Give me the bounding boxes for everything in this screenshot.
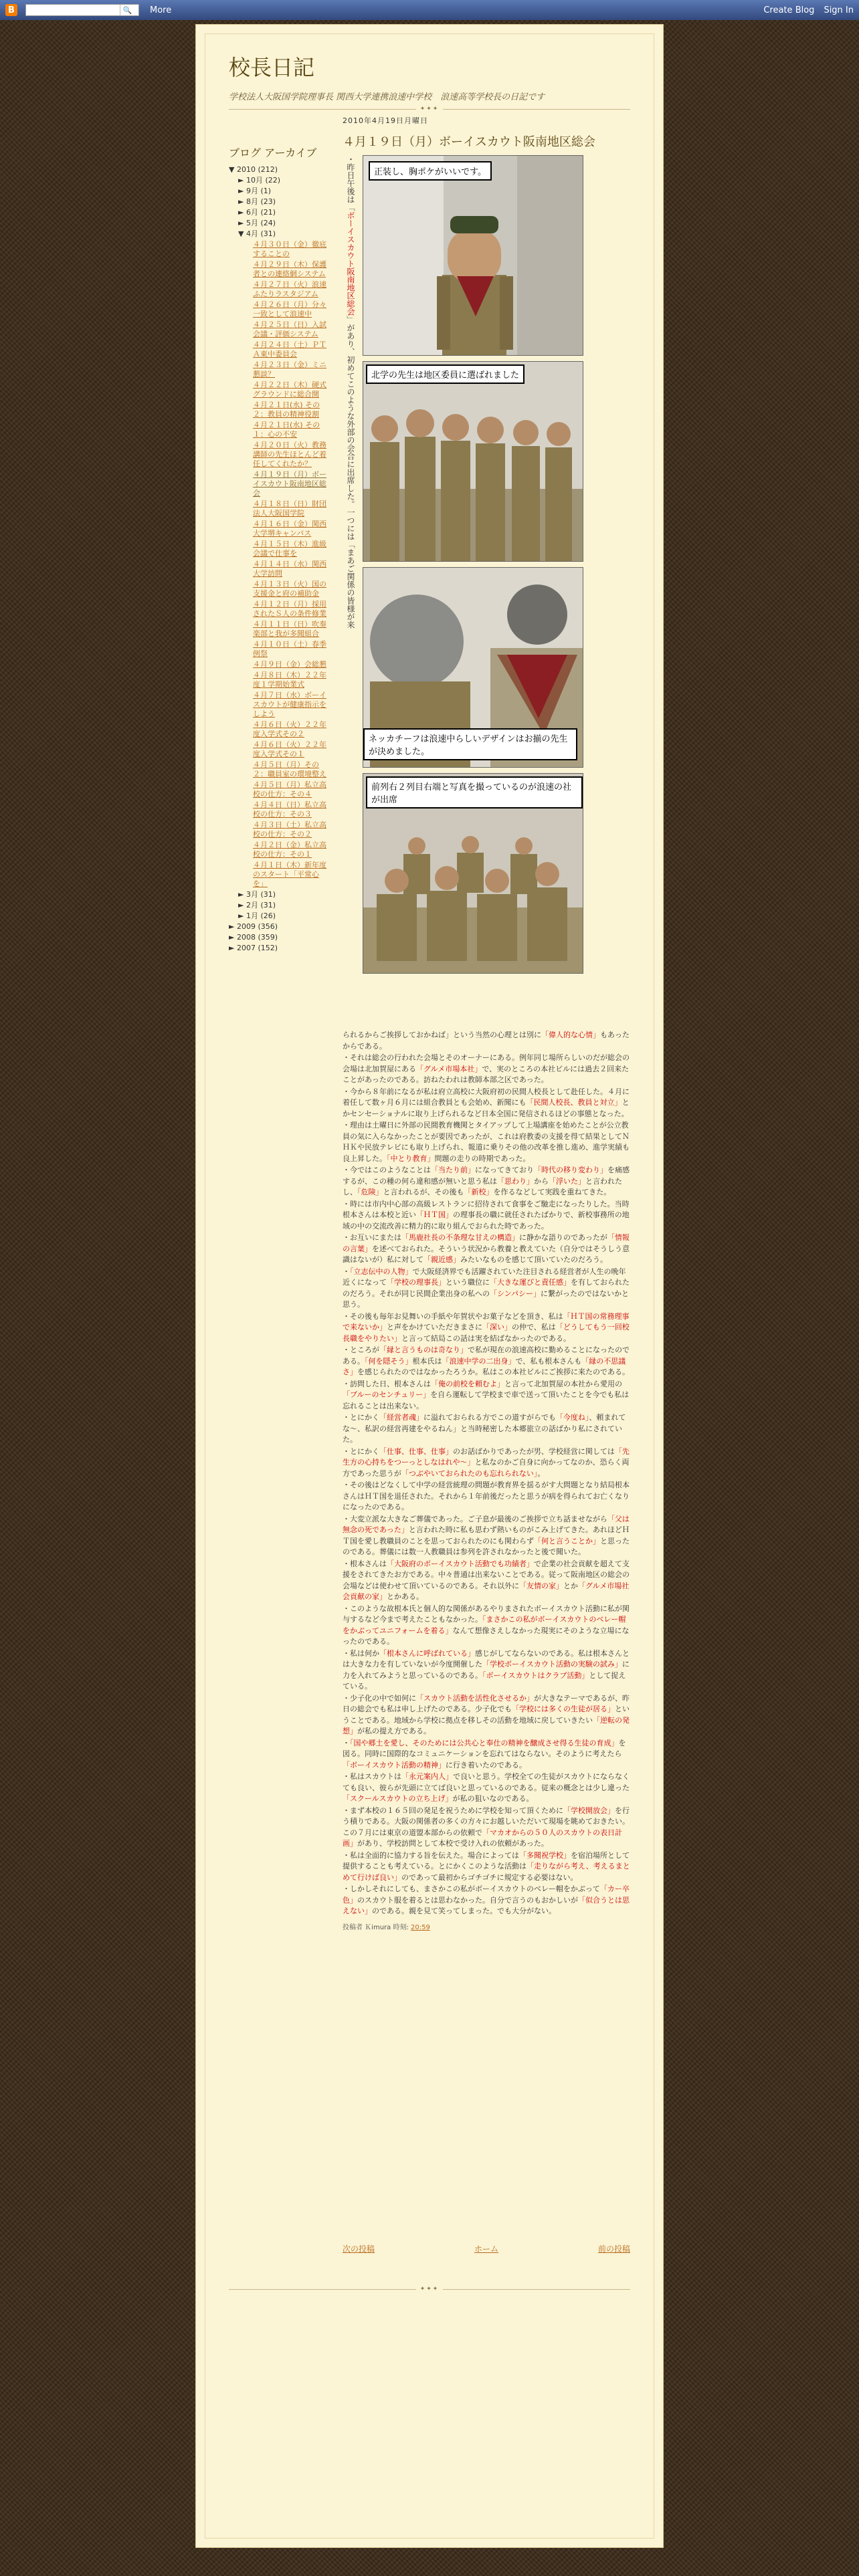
archive-post-link-label[interactable]: ４月１０日（土）春季例祭 (253, 640, 326, 658)
archive-post-link[interactable] (229, 800, 329, 819)
committee-members-image (363, 362, 583, 562)
archive-post-link-label[interactable]: ４月１５日（木）進級会議で仕事を (253, 540, 326, 558)
search-icon[interactable]: 🔍 (120, 5, 134, 15)
archive-post-link-label[interactable]: ４月２３日（金）ミニ懇談？ (253, 360, 326, 379)
older-post-link[interactable]: 前の投稿 (597, 2244, 630, 2254)
navbar-search-input[interactable] (26, 5, 120, 15)
archive-post-link[interactable] (229, 580, 329, 599)
blog-title[interactable]: 校長日記 (229, 55, 315, 80)
archive-post-link[interactable] (229, 280, 329, 299)
photo-caption-1: 正装し、胸ポケがいいです。 (369, 161, 492, 181)
archive-month-label[interactable]: ▼ 4月 (31) (238, 229, 276, 238)
post-paragraph: られるからご挨拶しておかねば」という当然の心理とは別に「偉人的な心情」もあったからである。 (343, 1031, 630, 1051)
post-paragraph: ・それは総会の行われた会場とそのオーナーにある。例年同じ場所らしいのだが総会の会場は北加賀屋にある「グルメ市場本社」で、実のところの本社ビルには過去２回来たことがあったのである。訪ねたわれは教師本部之区であった。 (343, 1053, 630, 1084)
post-paragraph: ・その後も毎年お見舞いの手紙や年賀状やお菓子などを頂き、私は「ＨＴ国の常務理事で来ないか」と声をかけていただきまさに「深い」の仲で、私は「どうしてもう一回校長職をやりたい」と言って結局この話は実を結ばなかったのである。 (343, 1311, 630, 1343)
archive-year-label[interactable]: ► 2007 (152) (229, 944, 278, 952)
archive-year-label[interactable]: ► 2008 (359) (229, 933, 278, 942)
archive-month[interactable] (229, 187, 329, 196)
post-paragraph: ・今ではこのようなことは「当たり前」になってきており「時代の移り変わり」を痛感するが、この種の何ら違和感が無いと思う私は「思わり」から「浮いた」と言われたし、「危険」と言われるが、その後も「新校」を作るなどして実践を重ねてきた。 (343, 1166, 630, 1196)
archive-year-2010[interactable] (229, 165, 329, 175)
archive-post-link[interactable] (229, 720, 329, 739)
archive-month-label[interactable]: ► 9月 (1) (238, 187, 272, 195)
archive-post-link-label[interactable]: ４月３０日（金）徹底することの (253, 240, 326, 258)
archive-post-link-label[interactable]: ４月３日（土）私立高校の仕方：その２ (253, 821, 326, 839)
archive-post-link-label[interactable]: ４月２１日(水) その１：心の不安 (253, 421, 320, 439)
archive-post-link[interactable] (229, 320, 329, 339)
archive-year-label[interactable]: ► 2009 (356) (229, 922, 278, 931)
vertical-intro-text: ・昨日午後は「ボーイスカウト阪南地区総会」があり、初めてこのような外部の会合に出席した。一つには「まあご関係の皆様が来 (346, 155, 355, 629)
navbar-right (763, 5, 854, 15)
archive-post-link[interactable] (229, 660, 329, 669)
archive-post-link-label[interactable]: ４月１１日（日）吹奏楽部と我が多聞組合 (253, 620, 326, 638)
archive-post-link-label[interactable]: ４月５日（月）その２：職員室の環境整え (253, 760, 326, 778)
photo-caption-4: 前列右２列目右端と写真を撮っているのが浪速の社が出席 (366, 776, 583, 809)
archive-month-label[interactable]: ► 3月 (31) (238, 890, 276, 899)
archive-month-label[interactable]: ► 1月 (26) (238, 911, 276, 920)
post-timestamp-link[interactable]: 20:59 (411, 1923, 430, 1931)
archive-heading: ブログ アーカイブ (229, 146, 317, 159)
photo-scout-leader[interactable] (363, 155, 583, 356)
vertical-highlight: ボーイスカウト阪南地区総会 (346, 211, 355, 316)
post-paragraph: ・根本さんは「大阪府のボーイスカウト活動でも功績者」で企業の社会貢献を超えて支援をされてきたお方である。中々普通は出来ないことである。従って阪南地区の総会の会場などは使わせて頂いているのである。それ以外に「友情の家」とか「グルメ市場社会貢献の家」とかある。 (343, 1559, 630, 1601)
photo-caption-3: ネッカチーフは浪速中らしいデザインはお揃の先生が決めました。 (363, 728, 577, 760)
navbar-search (25, 4, 139, 16)
post-paragraph: ・私は何か「根本さんに呼ばれている」感じがしてならないのである。私は根本さんとは大きな力を有していないが今度開催した「学校ボーイスカウト活動の実験の試み」に力を入れてみようと思っているのである。「ボーイスカウトはクラブ活動」として捉えている。 (343, 1648, 630, 1691)
post-paragraph: ・とにかく「仕事、仕事、仕事」のお話ばかりであったが男、学校経営に関しては「先生方の心持ちをつーっとしなはれや〜」と私なのかご自身に向かってなのか、恐らく両方であった思うが「つぶやいておられたのも忘れられない」。 (343, 1446, 630, 1478)
blog-description: 学校法人大阪国学院理事長 関西大学連携浪速中学校 浪速高等学校長の日記です (229, 92, 545, 102)
archive-post-link-label[interactable]: ４月２９日（木）保護者との連絡網システム (253, 260, 326, 278)
sign-in-link[interactable]: Sign In (824, 5, 854, 15)
archive-month[interactable] (229, 219, 329, 228)
post-paragraph: ・時には市内中心部の高級レストランに招待されて食事をご馳走になったりした。当時根本さんは本校と近い「ＨＴ国」の理事長の職に就任されたばかりで、新校事務所の地域の中の交流改善に精力的に取り組んでおられた時であった。 (343, 1199, 630, 1230)
archive-post-link[interactable] (229, 861, 329, 889)
archive-post-link[interactable] (229, 691, 329, 719)
archive-post-link[interactable] (229, 300, 329, 319)
archive-month[interactable] (229, 901, 329, 910)
archive-post-link-label[interactable]: ４月１２日（月）採用されたＳ人の条件修業 (253, 600, 326, 618)
archive-post-link-label[interactable]: ４月２日（金）私立高校の仕方：その１ (253, 841, 326, 859)
archive-post-link[interactable] (229, 671, 329, 689)
post-paragraph: ・「立志伝中の人物」で大阪経済界でも活躍されていた注目される経営者が人生の晩年近くになって「学校の理事長」という職位に「大きな運びと責任感」を有しておられたのだろう。それが同じ民間企業出身の私への「シンパシー」に繋がったのではないかと思う。 (343, 1267, 630, 1309)
post-author: 投稿者 Ｋimura 時刻: (343, 1923, 411, 1931)
post-paragraph: ・訪問した日、根本さんは「俺の前校を頼むよ」と言って北加賀屋の本社から愛用の「ブルーのセンチュリー」を自ら運転して学校まで車で送って頂いたことを今でも私は忘れることは出来ない。 (343, 1379, 630, 1410)
archive-post-link-label[interactable]: ４月２５日（日）入試会議・評価システム (253, 320, 326, 338)
blog-container (195, 24, 664, 2548)
footer-divider: ✦✦✦ (229, 2287, 630, 2291)
archive-post-link-label[interactable]: ４月１６日（金）関西大学堺キャンパス (253, 520, 326, 538)
archive-post-link[interactable] (229, 401, 329, 419)
post-paragraph: ・「国や郷土を愛し、そのためには公共心と奉仕の精神を醸成させ得る生徒の育成」を図る。同時に国際的なコミュニケーションを忘れてはならない。そのように考えたら「ボーイスカウト活動の精神」に行き着いたのである。 (343, 1738, 626, 1769)
archive-post-link-label[interactable]: ４月２０日（火）教務講師の先生ほとんど着任してくれたか？ (253, 441, 326, 468)
archive-month[interactable] (229, 229, 329, 239)
archive-post-link-label[interactable]: ４月２２日（木）硬式グラウンドに総合開 (253, 381, 326, 399)
sidebar (229, 144, 329, 954)
archive-post-link-label[interactable]: ４月２１日(水) その２：教員の精神役割 (253, 401, 320, 419)
blog-header (229, 51, 630, 102)
archive-post-link[interactable] (229, 520, 329, 538)
post-paragraph: ・とにかく「経営者魂」に溢れておられる方でこの道すがらでも「今度ね」、頼まれてな〜、私訳の経営再建をやるねん」と当時秘密した本郷旅立の話ばかり私にされていた。 (343, 1413, 626, 1444)
post-text (343, 1030, 630, 1933)
post-paragraph: ・ところが「縁と言うものは奇なり」で私が現在の浪速高校に勤めることになったのである。「何を隠そう」根本氏は「浪速中学の二出身」で、私も根本さんも「縁の不思議さ」を感じられたのではなかったろうか。私はこの本社ビルにご挨拶に来たのである。 (343, 1346, 630, 1376)
main-column (343, 115, 630, 1931)
newer-post-link[interactable]: 次の投稿 (343, 2244, 375, 2254)
archive-post-link[interactable] (229, 780, 329, 799)
archive-post-link-label[interactable]: ４月１３日（火）国の支援金と府の補助金 (253, 580, 326, 598)
archive-post-link[interactable] (229, 640, 329, 659)
archive-post-link[interactable] (229, 821, 329, 839)
archive-post-link-label[interactable]: ４月２４日（土）ＰＴＡ東中委員会 (253, 340, 326, 358)
archive-post-link[interactable] (229, 760, 329, 779)
archive-post-link[interactable] (229, 381, 329, 399)
archive-post-link-label[interactable]: ４月１８日（日）財団法人大阪国学院 (253, 500, 326, 518)
post-paragraph: ・大変立派な大きなご葬儀であった。ご子息が最後のご挨拶で立ち話ませながら「父は無念の死であった」と言われた時に私も思わず熱いものがこみ上げてきた。あれほどＨＴ国を愛し教職員のことを思っておられたのにも関わらず「何と言うことか」と思ったのである。葬儀には数一人教職員は参列を許されなかったと後で聞いた。 (343, 1514, 630, 1556)
archive-list (229, 165, 329, 953)
post-footer (343, 1923, 630, 1934)
archive-post-link-label[interactable]: ４月６日（火）２２年度入学式その１ (253, 740, 326, 758)
photo-caption-2: 北学の先生は地区委員に選ばれました (366, 364, 524, 384)
post-paragraph: ・その後はどなくして中学の経営統理の問題が教育界を揺るがす大問題となり結局根本さんはＨＴ国を退任された。それから１年前後だったと思うが病を得られてお亡くなりになったのである。 (343, 1481, 630, 1511)
archive-year[interactable] (229, 944, 329, 953)
archive-post-link[interactable] (229, 500, 329, 518)
archive-post-link[interactable] (229, 360, 329, 379)
archive-month[interactable] (229, 911, 329, 921)
archive-post-link[interactable] (229, 470, 329, 498)
post-navigation (343, 2243, 630, 2254)
archive-post-link-label[interactable]: ４月２６日（月）分々一致として浪速中 (253, 300, 326, 318)
archive-month-label[interactable]: ► 10月 (22) (238, 176, 281, 185)
archive-post-link-label[interactable]: ４月９日（金）会総懇 (253, 660, 326, 669)
photo-neckerchief[interactable] (363, 567, 583, 768)
post-paragraph: ・私は全面的に協力する旨を伝えた。場合によっては「多聞祝学校」を宿泊場所として提供することも考えている。とにかくこのような活動は「走りながら考え、考えるまとめて行けば良い」のであって最初からゴチゴチに規定する必要はない。 (343, 1850, 630, 1882)
archive-post-link[interactable] (229, 740, 329, 759)
archive-post-link-label[interactable]: ４月８日（木）２２年度１学期始業式 (253, 671, 326, 689)
archive-post-link[interactable] (229, 240, 329, 259)
archive-post-link[interactable] (229, 560, 329, 578)
archive-post-link[interactable] (229, 421, 329, 439)
archive-post-link[interactable] (229, 441, 329, 469)
archive-post-link-label[interactable]: ４月２７日（火）浪速ふたりラスタジアム (253, 280, 326, 298)
archive-post-link-label[interactable]: ４月１日（木）新年度のスタート「平常心を」 (253, 861, 326, 888)
navbar-more-link[interactable]: More (150, 5, 172, 15)
post-date: 2010年4月19日月曜日 (343, 116, 428, 125)
archive-month[interactable] (229, 208, 329, 217)
archive-post-link-label[interactable]: ４月５日（月）私立高校の仕方：その４ (253, 780, 326, 798)
photo-audience[interactable] (363, 773, 583, 974)
archive-year-2010-label[interactable]: ▼ 2010 (212) (229, 165, 278, 174)
archive-post-link[interactable] (229, 841, 329, 859)
archive-post-link-label[interactable]: ４月１４日（水）関西大学訪問 (253, 560, 326, 578)
scout-leader-image (363, 156, 583, 356)
header-divider: ✦✦✦ (229, 107, 630, 111)
post-paragraph: ・少子化の中で如何に「スカウト活動を活性化させるか」が大きなテーマであるが、昨日の総会でも私は申し上げたのである。少子化でも「学校には多くの生徒が居る」ということである。地域から学校に拠点を移しその活動を地域に戻していきたい「逆転の発想」が私の提え方である。 (343, 1693, 630, 1735)
archive-post-link[interactable] (229, 540, 329, 558)
archive-post-link-label[interactable]: ４月１９日（月）ボーイスカウト阪南地区総会 (253, 470, 326, 498)
archive-year[interactable] (229, 933, 329, 942)
archive-post-link[interactable] (229, 340, 329, 359)
archive-month-label[interactable]: ► 6月 (21) (238, 208, 276, 217)
archive-post-link-label[interactable]: ４月４日（日）私立高校の仕方：その３ (253, 800, 326, 819)
post-paragraph: ・今から８年前になるが私は府立高校に大阪府初の民間人校長として赴任した。４月に着任して数ヶ月６月には組合教員とも会始め、新聞にも「民間人校長、教員と対立」とかセンセーショナルに取り上げられるなど日本全国に発信されるほどの事態となった。 (343, 1087, 630, 1118)
post-paragraph: ・まず本校の１６５回の発足を祝うために学校を知って頂くために「学校開放会」を行う積りである。大阪の関係者の多くの方々にお越しいただいて現場を眺めておきたい。この７月には東京の道盟本部からの依頼で「マカオからの５０人のスカウトの表日計画」があり、学校訪問として本校で受け入れの依頼があった。 (343, 1806, 630, 1848)
post-paragraph: ・しかしそれにしても、まさかこの私がボーイスカウトのベレー帽をかぶって「カー卒色」のスカウト服を着るとは思わなかった。自分で言うのもおかしいが「似合うとは思えない」のである。親を見て笑ってしまった。でも大分がない。 (343, 1885, 630, 1915)
post-paragraph: ・このような故根本氏と個人的な関係があるやりまされたボーイスカウト活動に私が関与するなど今まで考えたこともなかった。「まさかこの私がボーイスカウトのベレー帽をかぶってユニフォームを着る」なんて想像さえしなかった現実にそのような立場になったのである。 (343, 1604, 630, 1646)
archive-month-label[interactable]: ► 2月 (31) (238, 901, 276, 909)
archive-post-link-label[interactable]: ４月７日（水）ボーイスカウトが健康指示をしよう (253, 691, 326, 718)
archive-post-link[interactable] (229, 260, 329, 279)
archive-month-label[interactable]: ► 5月 (24) (238, 219, 276, 227)
post-paragraph: ・お互いにまたは「馬鹿社長の不条理な甘えの構造」に静かな語りのであったが「情報の言葉」を述べておられた。そういう状況から教養と教えていた（自分ではそうしう意識はないが）私に対して「親近感」みたいなものを感じて頂いていたのだろう。 (343, 1233, 630, 1264)
post-paragraph: ・私はスカウトは「永元案内人」で良いと思う。学校全ての生徒がスカウトにならなくても良い、彼らが先頭に立てば良いと思っているのである。従来の概念とは少し違った「スクールスカウトの立ち上げ」が私の狙いなのである。 (343, 1772, 630, 1803)
post-paragraph: ・理由は土曜日に外部の民間教育機関とタイアップして上場講座を始めたことが公立教員の気に入らなかったことが要因であったが、これは府教委の支援を得て結果としてＮＨＫや民放テレビにも取り上げられ、報道に乗りその他の改革を推し進め、進学実績も良上昇した。「中とり教育」問題の走りの時期であった。 (343, 1121, 630, 1163)
archive-post-link-label[interactable]: ４月６日（火）２２年度入学式その２ (253, 720, 326, 738)
create-blog-link[interactable]: Create Blog (763, 5, 815, 15)
photo-committee-members[interactable] (363, 361, 583, 562)
archive-month[interactable] (229, 890, 329, 899)
archive-month-label[interactable]: ► 8月 (23) (238, 197, 276, 206)
archive-month[interactable] (229, 197, 329, 207)
blogger-logo-icon[interactable]: B (5, 4, 17, 16)
blogger-navbar (0, 0, 859, 20)
photo-column (363, 155, 583, 979)
archive-month[interactable] (229, 176, 329, 185)
archive-year[interactable] (229, 922, 329, 932)
post-title[interactable]: ４月１９日（月）ボーイスカウト阪南地区総会 (343, 135, 595, 149)
home-link[interactable]: ホーム (474, 2244, 498, 2254)
archive-post-link[interactable] (229, 620, 329, 639)
archive-post-link[interactable] (229, 600, 329, 619)
